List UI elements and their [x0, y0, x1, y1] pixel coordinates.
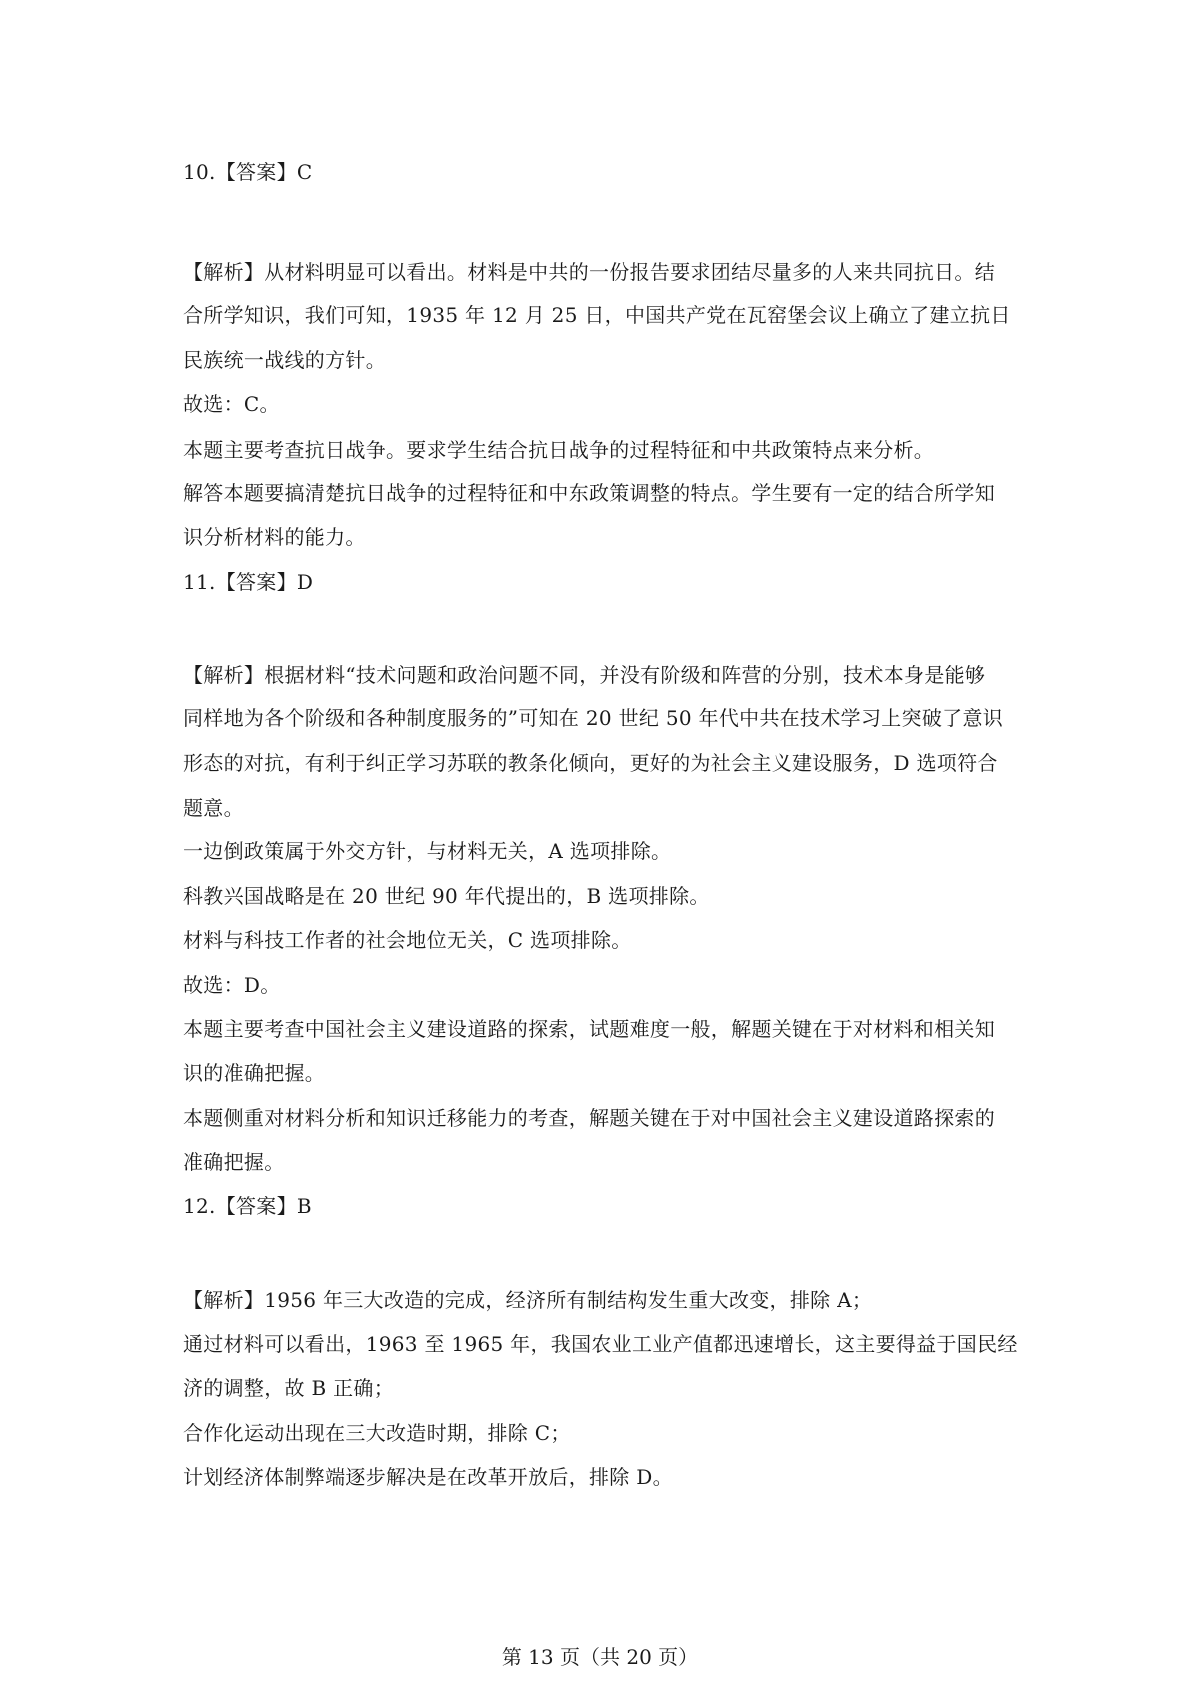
analysis-line: 济的调整，故 B 正确；	[183, 1376, 395, 1400]
analysis-line: 民族统一战线的方针。	[183, 348, 386, 372]
page-number-footer: 第 13 页（共 20 页）	[501, 1645, 699, 1669]
answer-line-q10: 10.【答案】C	[183, 160, 313, 184]
analysis-line: 识的准确把握。	[183, 1061, 326, 1085]
answer-line-q11: 11.【答案】D	[183, 570, 314, 594]
analysis-line: 本题主要考查抗日战争。要求学生结合抗日战争的过程特征和中共政策特点来分析。	[183, 438, 935, 462]
analysis-line: 识分析材料的能力。	[183, 525, 366, 549]
analysis-line: 解答本题要搞清楚抗日战争的过程特征和中东政策调整的特点。学生要有一定的结合所学知	[183, 481, 995, 505]
analysis-line: 合作化运动出现在三大改造时期，排除 C；	[183, 1421, 571, 1445]
analysis-line: 计划经济体制弊端逐步解决是在改革开放后，排除 D。	[183, 1465, 673, 1489]
analysis-line: 材料与科技工作者的社会地位无关，C 选项排除。	[183, 928, 632, 952]
analysis-line: 准确把握。	[183, 1150, 285, 1174]
analysis-line: 本题侧重对材料分析和知识迁移能力的考查，解题关键在于对中国社会主义建设道路探索的	[183, 1106, 995, 1130]
analysis-line: 故选：D。	[183, 973, 281, 997]
analysis-line: 题意。	[183, 796, 244, 820]
analysis-line: 科教兴国战略是在 20 世纪 90 年代提出的，B 选项排除。	[183, 884, 710, 908]
analysis-line: 故选：C。	[183, 392, 280, 416]
analysis-line: 通过材料可以看出，1963 至 1965 年，我国农业工业产值都迅速增长，这主要得益于国民经	[183, 1332, 1018, 1356]
analysis-line: 【解析】1956 年三大改造的完成，经济所有制结构发生重大改变，排除 A；	[183, 1288, 873, 1312]
answer-line-q12: 12.【答案】B	[183, 1194, 312, 1218]
analysis-line: 【解析】从材料明显可以看出。材料是中共的一份报告要求团结尽量多的人来共同抗日。结	[183, 260, 995, 284]
analysis-line: 合所学知识，我们可知，1935 年 12 月 25 日，中国共产党在瓦窑堡会议上确立了建立抗日	[183, 303, 1011, 327]
analysis-line: 本题主要考查中国社会主义建设道路的探索，试题难度一般，解题关键在于对材料和相关知	[183, 1017, 995, 1041]
analysis-line: 【解析】根据材料“技术问题和政治问题不同，并没有阶级和阵营的分别，技术本身是能够	[183, 663, 986, 687]
analysis-line: 同样地为各个阶级和各种制度服务的”可知在 20 世纪 50 年代中共在技术学习上突破了意识	[183, 706, 1004, 730]
analysis-line: 一边倒政策属于外交方针，与材料无关，A 选项排除。	[183, 839, 672, 863]
analysis-line: 形态的对抗，有利于纠正学习苏联的教条化倾向，更好的为社会主义建设服务，D 选项符合	[183, 751, 998, 775]
